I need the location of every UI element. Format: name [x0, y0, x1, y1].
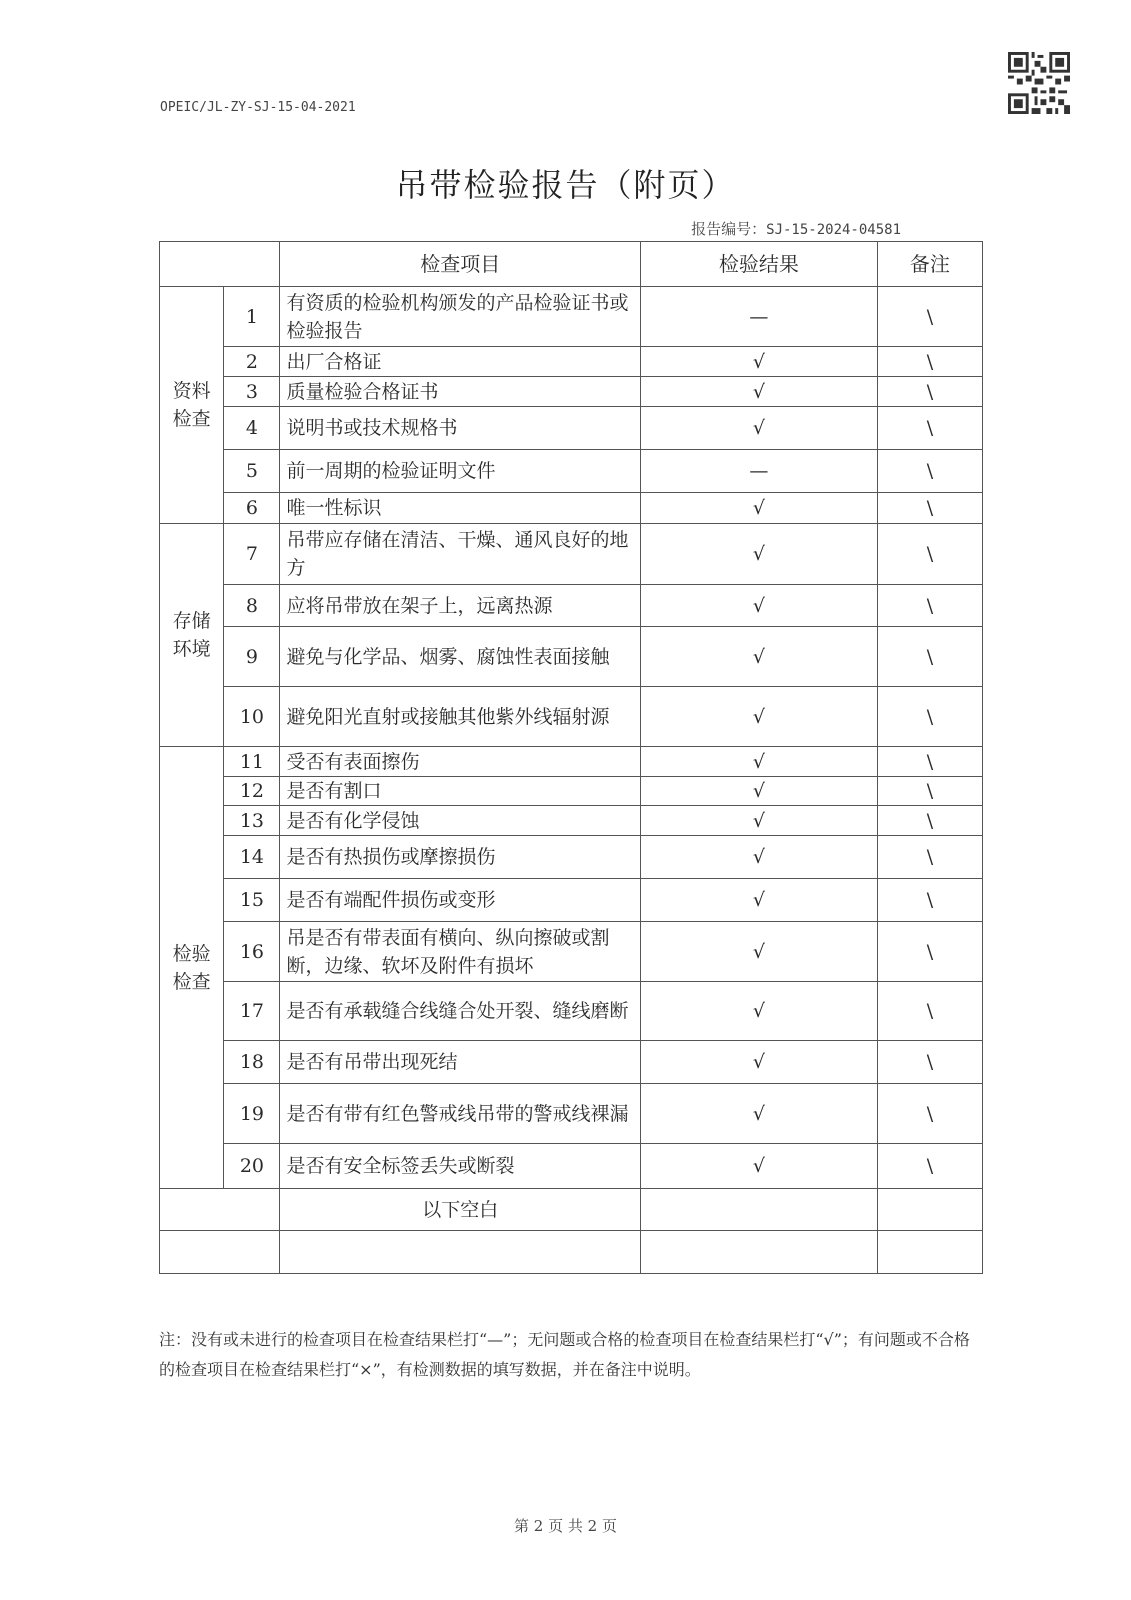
row-item: 有资质的检验机构颁发的产品检验证书或检验报告	[280, 287, 640, 347]
header-empty-cell	[160, 242, 280, 287]
table-row	[160, 836, 983, 879]
row-result: √	[640, 585, 877, 627]
table-row	[160, 982, 983, 1041]
row-no: 19	[224, 1084, 280, 1144]
row-item: 出厂合格证	[280, 347, 640, 377]
row-result: √	[640, 1084, 877, 1144]
row-result: √	[640, 347, 877, 377]
row-item: 是否有承载缝合线缝合处开裂、缝线磨断	[280, 982, 640, 1041]
row-item: 是否有带有红色警戒线吊带的警戒线裸漏	[280, 1084, 640, 1144]
row-result: √	[640, 627, 877, 687]
row-item: 是否有安全标签丢失或断裂	[280, 1144, 640, 1189]
table-row	[160, 377, 983, 407]
report-number-label: 报告编号：	[691, 220, 767, 238]
row-no: 12	[224, 777, 280, 806]
table-row	[160, 879, 983, 922]
footnote: 注：没有或未进行的检查项目在检查结果栏打“—”；无问题或合格的检查项目在检查结果栏打“√”；有问题或不合格的检查项目在检查结果栏打“×”，有检测数据的填写数据，并在备注中说明。	[159, 1330, 970, 1379]
row-item: 受否有表面擦伤	[280, 747, 640, 777]
row-item: 质量检验合格证书	[280, 377, 640, 407]
row-no: 5	[224, 450, 280, 493]
blank-cell	[640, 1189, 877, 1231]
header-result: 检验结果	[640, 242, 877, 287]
blank-cell	[877, 1189, 982, 1231]
table-row	[160, 347, 983, 377]
row-no: 14	[224, 836, 280, 879]
row-no: 9	[224, 627, 280, 687]
blank-row	[160, 1231, 983, 1274]
table-row	[160, 524, 983, 585]
table-row	[160, 585, 983, 627]
row-result: √	[640, 922, 877, 982]
row-note: \	[877, 1084, 982, 1144]
row-result: √	[640, 806, 877, 836]
header-note: 备注	[877, 242, 982, 287]
report-number-value: SJ-15-2024-04581	[766, 222, 901, 238]
row-no: 20	[224, 1144, 280, 1189]
row-item: 是否有热损伤或摩擦损伤	[280, 836, 640, 879]
page-title: 吊带检验报告（附页）	[395, 166, 736, 204]
row-no: 8	[224, 585, 280, 627]
row-item: 是否有端配件损伤或变形	[280, 879, 640, 922]
blank-cell	[160, 1231, 280, 1274]
table-row	[160, 287, 983, 347]
row-item: 避免阳光直射或接触其他紫外线辐射源	[280, 687, 640, 747]
row-note: \	[877, 982, 982, 1041]
row-item: 是否有吊带出现死结	[280, 1041, 640, 1084]
row-item: 吊带应存储在清洁、干燥、通风良好的地方	[280, 524, 640, 585]
category-inspection: 检验 检查	[160, 747, 224, 1189]
row-item: 避免与化学品、烟雾、腐蚀性表面接触	[280, 627, 640, 687]
inspection-table	[159, 241, 983, 1274]
row-note: \	[877, 1041, 982, 1084]
row-note: \	[877, 922, 982, 982]
header-item: 检查项目	[280, 242, 640, 287]
row-item: 应将吊带放在架子上，远离热源	[280, 585, 640, 627]
row-result: √	[640, 1144, 877, 1189]
row-item: 是否有化学侵蚀	[280, 806, 640, 836]
row-no: 3	[224, 377, 280, 407]
row-note: \	[877, 836, 982, 879]
table-row	[160, 1144, 983, 1189]
row-note: \	[877, 377, 982, 407]
table-row	[160, 922, 983, 982]
row-result: √	[640, 687, 877, 747]
row-note: \	[877, 493, 982, 524]
table-row	[160, 777, 983, 806]
row-result: √	[640, 493, 877, 524]
table-row	[160, 627, 983, 687]
category-storage: 存储 环境	[160, 524, 224, 747]
table-header-row	[160, 242, 983, 287]
blank-row	[160, 1189, 983, 1231]
blank-cell	[160, 1189, 280, 1231]
row-note: \	[877, 450, 982, 493]
row-result: √	[640, 836, 877, 879]
row-no: 11	[224, 747, 280, 777]
table-row	[160, 806, 983, 836]
row-result: √	[640, 982, 877, 1041]
table-row	[160, 687, 983, 747]
row-result: √	[640, 407, 877, 450]
row-no: 17	[224, 982, 280, 1041]
row-no: 1	[224, 287, 280, 347]
row-result: —	[640, 287, 877, 347]
row-note: \	[877, 687, 982, 747]
row-note: \	[877, 347, 982, 377]
row-note: \	[877, 879, 982, 922]
document-code: OPEIC/JL-ZY-SJ-15-04-2021	[160, 100, 356, 115]
row-no: 16	[224, 922, 280, 982]
row-result: √	[640, 377, 877, 407]
row-note: \	[877, 585, 982, 627]
row-no: 13	[224, 806, 280, 836]
blank-cell	[640, 1231, 877, 1274]
row-result: √	[640, 524, 877, 585]
row-note: \	[877, 747, 982, 777]
table-row	[160, 1084, 983, 1144]
row-item: 是否有割口	[280, 777, 640, 806]
row-no: 10	[224, 687, 280, 747]
row-note: \	[877, 777, 982, 806]
row-no: 15	[224, 879, 280, 922]
table-row	[160, 407, 983, 450]
row-item: 说明书或技术规格书	[280, 407, 640, 450]
blank-cell	[280, 1231, 640, 1274]
row-result: √	[640, 1041, 877, 1084]
row-no: 18	[224, 1041, 280, 1084]
row-note: \	[877, 627, 982, 687]
row-result: —	[640, 450, 877, 493]
row-no: 6	[224, 493, 280, 524]
row-result: √	[640, 879, 877, 922]
row-note: \	[877, 1144, 982, 1189]
row-result: √	[640, 777, 877, 806]
qr-code-icon	[1008, 52, 1070, 114]
blank-label: 以下空白	[280, 1189, 640, 1231]
table-row	[160, 450, 983, 493]
blank-cell	[877, 1231, 982, 1274]
category-data: 资料 检查	[160, 287, 224, 524]
row-result: √	[640, 747, 877, 777]
row-item: 唯一性标识	[280, 493, 640, 524]
table-row	[160, 493, 983, 524]
table-row	[160, 747, 983, 777]
row-note: \	[877, 806, 982, 836]
row-no: 2	[224, 347, 280, 377]
row-no: 7	[224, 524, 280, 585]
row-item: 前一周期的检验证明文件	[280, 450, 640, 493]
page-number: 第 2 页 共 2 页	[514, 1517, 617, 1535]
table-row	[160, 1041, 983, 1084]
row-item: 吊是否有带表面有横向、纵向擦破或割断，边缘、软坏及附件有损坏	[280, 922, 640, 982]
row-note: \	[877, 407, 982, 450]
row-no: 4	[224, 407, 280, 450]
row-note: \	[877, 524, 982, 585]
report-number	[691, 218, 901, 239]
row-note: \	[877, 287, 982, 347]
